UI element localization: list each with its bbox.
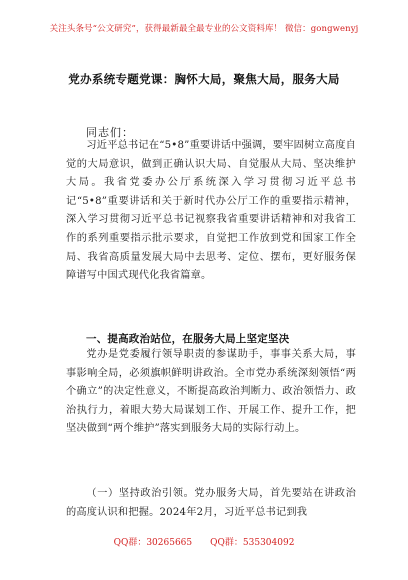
footer-qq-group-2: QQ群：535304092 xyxy=(210,538,295,548)
salutation: 同志们： xyxy=(86,126,134,139)
footer-qq-groups xyxy=(0,535,408,548)
document-title: 党办系统专题党课：胸怀大局，聚焦大局，服务大局 xyxy=(68,72,340,86)
header-promo-note: 关注头条号“公文研究”，获得最新最全最专业的公文资料库！ 微信：gongwenyj xyxy=(49,24,359,34)
paragraph-subsection-1: （一）坚持政治引领。党办服务大局，首先要站在讲政治的高度认识和把握。2024年2月，习近平总书记到我 xyxy=(66,488,356,518)
paragraph-intro: 习近平总书记在“5•8”重要讲话中强调，要牢固树立高度自觉的大局意识，做到正确认识大局、自觉服从大局、坚决维护大局。我省党委办公厅系统深入学习贯彻习近平总书记“5•8”重要讲话和关于新时代办公厅工作的重要指示精神，深入学习贯彻习近平总书记视察我省重要讲话精神和对我省工作的系列重要指示批示要求，自觉把工作放到党和国家工作全局、我省高质量发展大局中去思考、定位、摆布，更好服务保障谱写中国式现代化我省篇章。 xyxy=(66,140,356,282)
footer-qq-group-1: QQ群：30265665 xyxy=(113,538,193,548)
section-heading-1: 一、提高政治站位，在服务大局上坚定坚决 xyxy=(86,333,290,345)
paragraph-section-1: 党办是党委履行领导职责的参谋助手，事事关系大局，事事影响全局，必须旗帜鲜明讲政治。全市党办系统深刻领悟“两个确立”的决定性意义，不断提高政治判断力、政治领悟力、政治执行力，着眼大势大局谋划工作、开展工作、提升工作，把坚决做到“两个维护”落实到服务大局的实际行动上。 xyxy=(66,349,356,435)
